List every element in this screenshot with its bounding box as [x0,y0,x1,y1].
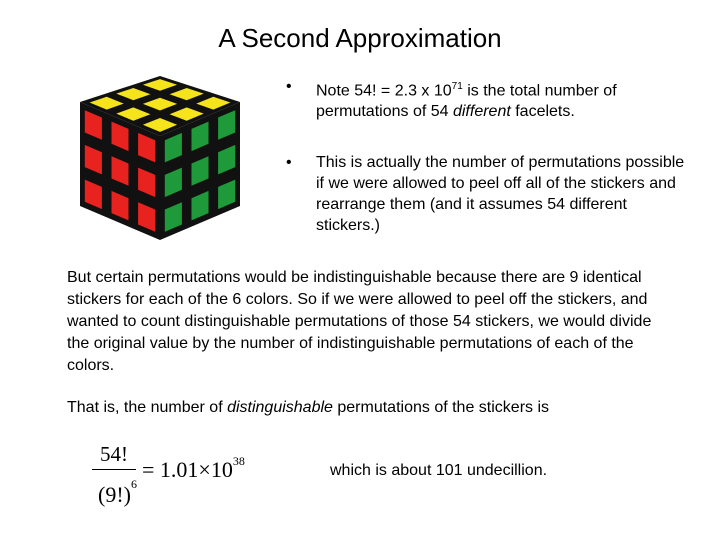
emphasis-different: different [452,103,511,121]
slide-title: A Second Approximation [218,23,502,53]
fraction [92,440,136,509]
formula-result: = $1.01\times 10^{38}$ [142,454,245,482]
bullet-item-factorial: • Note 54! = 2.3 x $10^{71}$ is the total number of permutations of 54 different facelets. [286,76,686,122]
result-exponent: 38 [232,454,245,468]
exponent: 71 [451,81,463,92]
rubiks-cube-image [72,70,248,246]
denominator-exponent: 6 [130,477,137,491]
denominator: $(9!)^6$ [98,477,137,507]
undecillion-note: which is about 101 undecillion. [330,462,548,479]
bullet-list [286,76,686,236]
numerator: 54! [100,442,128,466]
formula [92,440,272,510]
bullet-item-peel: • This is actually the number of permutations possible if we were allowed to peel off all of the stickers and rearrange them (and it assumes 54 different stickers.) [286,152,686,236]
conclusion-paragraph: That is, the number of distinguishable permutations of the stickers is [67,399,550,416]
emphasis-distinguishable: distinguishable [227,399,333,416]
explanation-paragraph: But certain permutations would be indistinguishable because there are 9 identical stickers for each of the 6 colors. So if we were allowed to peel off the stickers, and wanted to count distinguishable permutations of those 54 stickers, we would divide the original value by the number of indistinguishable permutations of each of the colors. [67,269,652,374]
